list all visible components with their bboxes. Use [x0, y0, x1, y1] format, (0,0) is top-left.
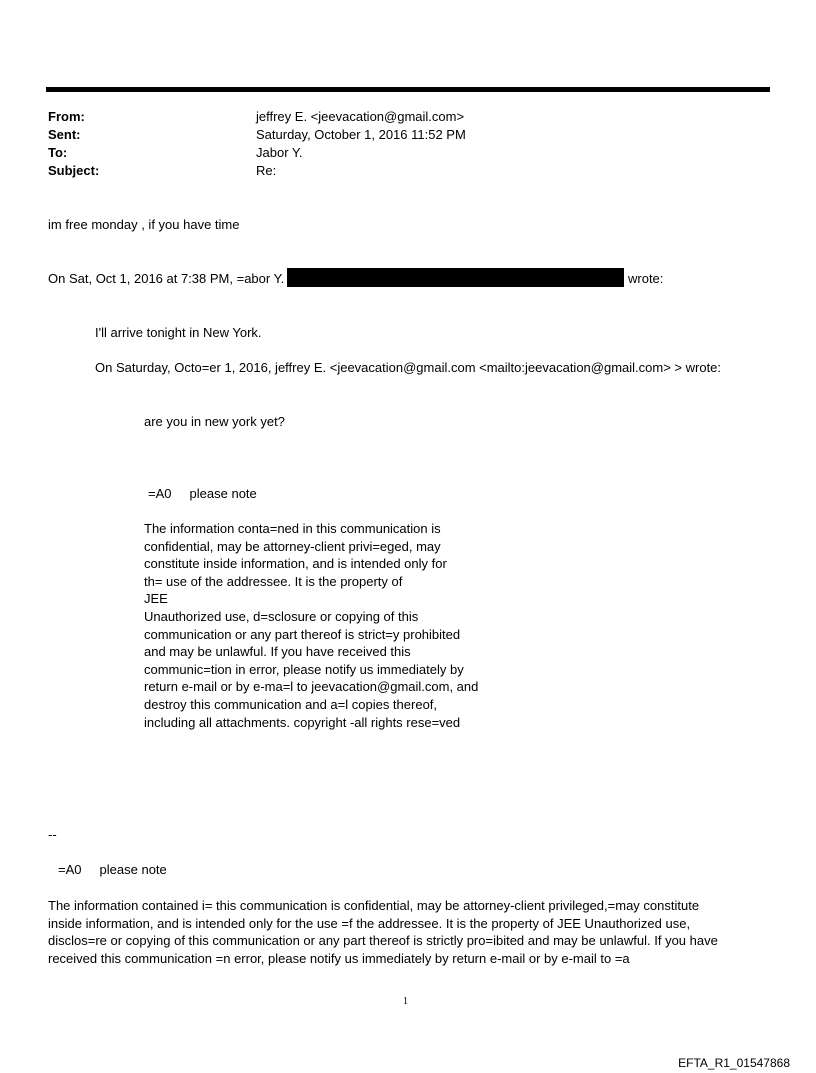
from-label: From: [48, 109, 85, 124]
final-disclaimer-line: received this communication =n error, please notify us immediately by return e-mail or by e-mail to =a [48, 950, 630, 966]
sent-value: Saturday, October 1, 2016 11:52 PM [256, 127, 466, 142]
disclaimer-line: communication or any part thereof is strict=y prohibited [144, 626, 461, 642]
from-value: jeffrey E. <jeevacation@gmail.com> [256, 109, 465, 124]
note-label: =A0 please note [148, 486, 257, 501]
final-disclaimer [48, 897, 768, 967]
header-rule [46, 87, 770, 92]
disclaimer-line: The information conta=ned in this communication is [144, 521, 441, 536]
to-label: To: [48, 145, 68, 160]
document-id-stamp: EFTA_R1_01547868 [678, 1056, 790, 1070]
quote2-text: are you in new york yet? [144, 414, 285, 429]
reply-text: im free monday , if you have time [48, 217, 240, 232]
signature-separator: -- [48, 827, 57, 842]
subject-label: Subject: [48, 163, 100, 178]
disclaimer-line: return e-mail or by e-ma=l to jeevacation@gmail.com, and [144, 679, 479, 695]
disclaimer-line: communic=tion in error, please notify us immediately by [144, 661, 464, 677]
disclaimer-line: constitute inside information, and is intended only for [144, 556, 447, 572]
disclaimer-line: confidential, may be attorney-client privi=eged, may [144, 538, 441, 554]
disclaimer-line: JEE [144, 591, 168, 607]
disclaimer-line: destroy this communication and a=l copies thereof, [144, 696, 438, 712]
disclaimer-line: and may be unlawful. If you have received this [144, 644, 411, 660]
disclaimer-line: th= use of the addressee. It is the property of [144, 573, 403, 589]
subject-value: Re: [256, 163, 277, 178]
quote1-text: I'll arrive tonight in New York. [95, 325, 262, 340]
final-disclaimer-line: inside information, and is intended only for the use =f the addressee. It is the property of JEE Unauthorized use, [48, 915, 691, 931]
quote2-intro: On Saturday, Octo=er 1, 2016, jeffrey E. <jeevacation@gmail.com <mailto:jeevacation@gmail.com> > wrote: [95, 360, 722, 375]
redaction-bar [287, 268, 624, 287]
disclaimer-line: Unauthorized use, d=sclosure or copying of this [144, 608, 419, 624]
to-value: Jabor Y. [256, 145, 303, 160]
final-disclaimer-line: disclos=re or copying of this communication or any part thereof is strictly pro=ibited and may be unlawful. If you have [48, 933, 718, 949]
final-disclaimer-line: The information contained i= this communication is confidential, may be attorney-client privileged,=may constitute [48, 898, 700, 913]
disclaimer-line: including all attachments. copyright -all rights rese=ved [144, 714, 461, 730]
quote1-wrote: wrote: [628, 271, 664, 286]
quote1-intro: On Sat, Oct 1, 2016 at 7:38 PM, =abor Y. [48, 271, 285, 286]
sent-label: Sent: [48, 127, 81, 142]
page-number: 1 [403, 996, 408, 1007]
disclaimer-block [144, 520, 524, 731]
note-label-2: =A0 please note [58, 862, 167, 877]
